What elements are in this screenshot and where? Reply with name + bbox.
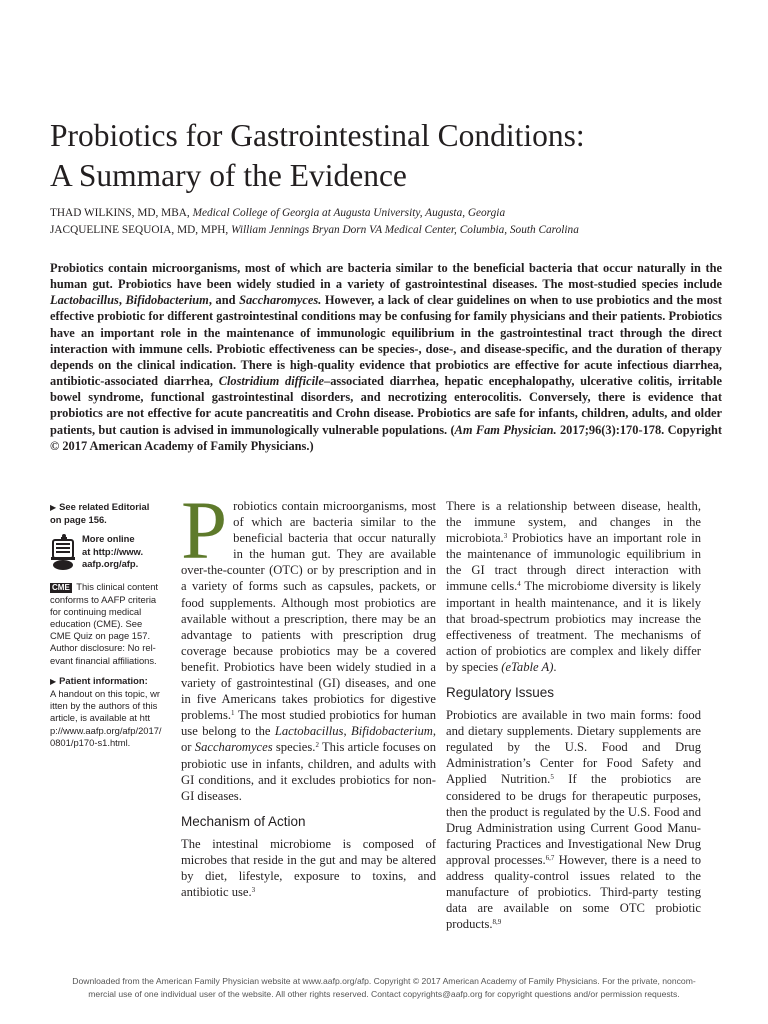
related-editorial[interactable]	[50, 501, 162, 526]
patient-information[interactable]	[50, 675, 162, 749]
more-online[interactable]	[50, 533, 162, 573]
citation-ref: 8,9	[492, 918, 502, 927]
footer-line-1: Downloaded from the American Family Physician website at www.aafp.org/afp. Copyright © 2017 American Academy of Family Physicians. For the private, noncom-	[72, 976, 696, 986]
intro-comma: ,	[343, 724, 351, 739]
citation-ref: 1	[231, 709, 235, 718]
more-online-line-3: aafp.org/afp.	[82, 557, 139, 569]
citation-ref: 5	[550, 773, 554, 782]
regulatory-text-3: However, there is a need to address quality-control issues related to the manufacture of probiotics. Third-party testing data are available on some OTC probiotic products.	[446, 852, 701, 932]
abstract-text-4: 2017;96(3):170-178. Copyright © 2017 American Academy of Family Physicians.)	[50, 422, 722, 453]
author-1-affiliation: Medical College of Georgia at Augusta University, Augusta, Georgia	[192, 207, 506, 219]
more-online-text	[82, 533, 143, 573]
abstract-comma-2: , and	[208, 293, 240, 308]
footer-line-2: mercial use of one individual user of the website. All other rights reserved. Contact copyrights@aafp.org for copyright questions and/or permission requests.	[88, 988, 680, 999]
abstract-text-3: –associated diarrhea, hepatic encephalopathy, ulcerative colitis, irritable bowel syndrome, functional gastrointestinal disorders, and necrotizing enterocolitis. Conversely, there is evidence that probiotics are not effective for acute pancreatitis and Crohn disease. Probiotics are safe for infants, children, adults, and older patients, but caution is advised in immunologically vulnerable populations. (	[50, 374, 722, 437]
citation-ref: 3	[251, 886, 256, 895]
author-1-name: THAD WILKINS, MD, MBA,	[50, 207, 193, 219]
genus-bifidobacterium: Bifidobacterium	[351, 724, 433, 739]
article-title	[50, 116, 730, 196]
etable-reference[interactable]: (eTable A)	[501, 659, 554, 674]
genus-saccharomyces: Saccharomyces	[194, 740, 273, 755]
journal-citation: Am Fam Physician.	[454, 422, 557, 437]
abstract-text-1: Probiotics contain microorganisms, most of which are bacteria similar to the beneficial bacteria that occur naturally in the human gut. Probiotics have been widely studied in a variety of gastrointestinal diseases. The most-studied species include	[50, 261, 722, 292]
body-column-1	[181, 484, 437, 900]
intro-text-2: The most studied probiotics for human use belong to the	[181, 708, 436, 739]
copyright-footer	[30, 975, 738, 1000]
intro-paragraph	[181, 484, 437, 804]
triangle-right-icon: ▶	[50, 676, 57, 686]
species-bifidobacterium: Bifidobacterium	[125, 293, 209, 308]
title-line-1: Probiotics for Gastrointestinal Conditions:	[50, 118, 585, 153]
patient-information-label-row	[50, 675, 162, 688]
mechanism-text-1: The intestinal microbiome is composed of microbes that reside in the gut and may be altered by diet, lifestyle, exposure to toxins, and antibiotic use.	[181, 836, 436, 900]
mechanism-text-5: .	[553, 659, 557, 674]
author-2-affiliation: William Jennings Bryan Dorn VA Medical Center, Columbia, South Carolina	[231, 224, 579, 236]
afp-online-icon	[50, 533, 76, 573]
heading-mechanism-of-action: Mechanism of Action	[181, 813, 306, 829]
intro-text-3: species.	[272, 740, 316, 755]
abstract	[50, 260, 722, 454]
mechanism-text-2: There is a relationship between disease, health, the immune system, and changes in the microbiota.	[446, 499, 701, 546]
intro-or: , or	[181, 724, 437, 755]
intro-text-4: This article focuses on probiotic use in infants, children, and adults with GI conditions, and it excludes probiotics for non-GI diseases.	[181, 740, 436, 803]
cme-badge: CME	[52, 583, 70, 593]
title-line-2: A Summary of the Evidence	[50, 158, 407, 193]
regulatory-text-1: Probiotics are available in two main forms: food and dietary supplements. Dietary supplements are regulated by the U.S. Food and Drug Administration’s Center for Food Safety and Applied Nutrition.	[446, 708, 701, 787]
author-1	[50, 205, 740, 222]
triangle-right-icon: ▶	[50, 503, 57, 512]
species-clostridium: Clostridium difficile	[218, 374, 324, 389]
regulatory-paragraph	[446, 707, 701, 932]
species-lactobacillus: Lactobacillus	[50, 293, 119, 308]
patient-information-text: A handout on this topic, written by the authors of this article, is available at http://www.aafp.org/afp/2017/0801/p170-s1.html.	[50, 688, 162, 748]
mechanism-paragraph-continued	[446, 498, 701, 675]
author-list	[50, 205, 740, 239]
author-2	[50, 222, 740, 239]
more-online-line-1: More online	[82, 533, 135, 545]
more-online-line-2: at http://www.	[82, 545, 144, 557]
intro-text-1: robiotics contain microorganisms, most of which are bacteria similar to the beneficial bacteria that occur naturally in the human gut. They are available over-the-counter (OTC) or by prescription and in a variety of forms such as capsules, packets, or food supplements. Although most probiotics are available without a prescription, there may be an advantage to patients with prescription drug coverage because probiotics may be a covered benefit. Probiotics have been widely studied in a variety of gastrointestinal (GI) diseases, and one in five Americans takes probiotics for digestive problems.	[181, 499, 436, 723]
species-saccharomyces: Saccharomyces.	[239, 293, 322, 308]
citation-ref: 2	[315, 741, 319, 750]
mechanism-paragraph	[181, 836, 436, 900]
related-editorial-text: See related Editorial on page 156.	[50, 501, 150, 526]
citation-ref: 3	[503, 532, 508, 541]
sidebar	[50, 501, 162, 749]
abstract-comma-1: ,	[118, 293, 126, 308]
citation-ref: 6,7	[545, 853, 555, 862]
body-column-2	[446, 498, 701, 932]
author-disclosure: Author disclosure: No relevant financial affiliations.	[50, 642, 157, 666]
cme-text: This clinical content conforms to AAFP criteria for continuing medical education (CME). See CME Quiz on page 157.	[50, 581, 159, 642]
genus-lactobacillus: Lactobacillus	[274, 724, 344, 739]
author-2-name: JACQUELINE SEQUOIA, MD, MPH,	[50, 224, 232, 236]
cme-note	[50, 581, 162, 666]
citation-ref: 4	[517, 580, 521, 589]
mechanism-text-4: The microbiome diversity is likely important in health maintenance, and it is likely that broad-spectrum probiotics may increase the effectiveness of treatment. The mechanisms of action of probiotics are complex and likely differ by species	[446, 579, 701, 674]
abstract-text-2: However, a lack of clear guidelines on when to use probiotics and the most effective probiotic for different gastrointestinal conditions may be confusing for family physicians and their patients. Probiotics have an important role in the maintenance of immunologic equilibrium in the gastrointestinal tract through the direct interaction with immune cells. Probiotic effectiveness can be species-, dose-, and disease-specific, and the duration of therapy depends on the clinical indication. There is high-quality evidence that probiotics are effective for acute infectious diarrhea, antibiotic-associated diarrhea,	[50, 293, 722, 389]
regulatory-text-2: If the probiotics are considered to be drugs for therapeutic purposes, then the product is regulated by the U.S. Food and Drug Administration using Current Good Manufacturing Practices and Investigational New Drug approval processes.	[446, 772, 702, 867]
drop-cap: P	[181, 484, 228, 576]
mechanism-text-3: Probiotics have an important role in the maintenance of immunologic equilibrium in the GI tract through direct interaction with immune cells.	[446, 531, 701, 594]
patient-information-label: Patient information:	[59, 674, 148, 686]
heading-regulatory-issues: Regulatory Issues	[446, 685, 555, 701]
